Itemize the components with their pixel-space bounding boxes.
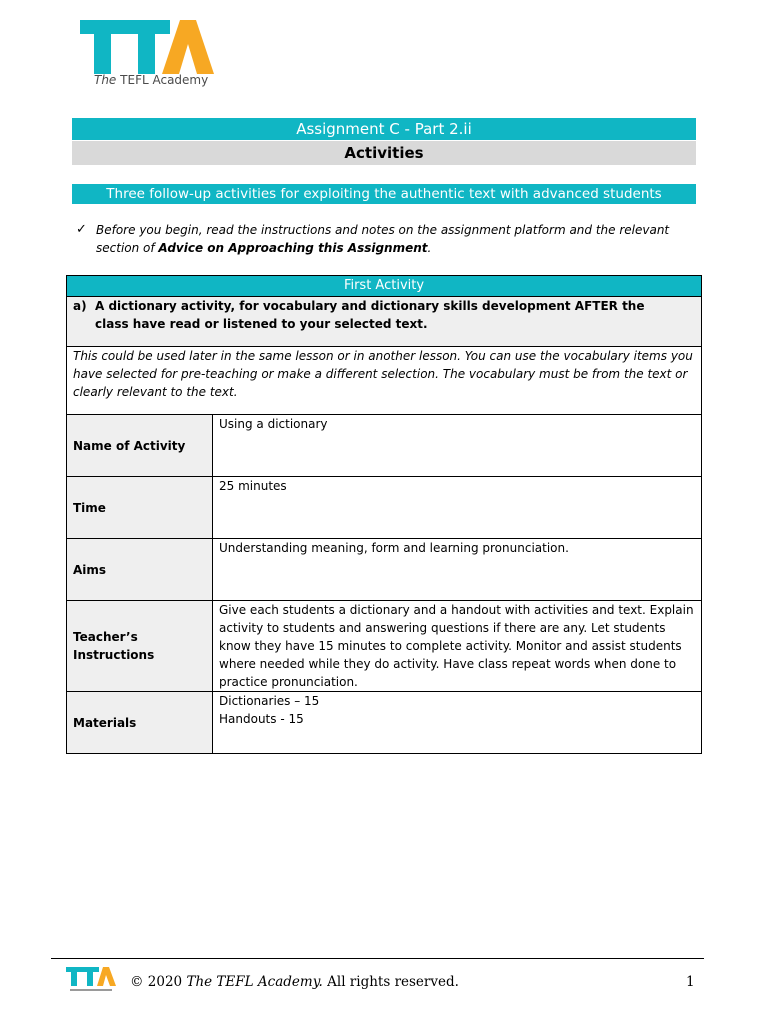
- copyright-name: The TEFL Academy.: [186, 974, 323, 990]
- footer-divider: [51, 958, 704, 959]
- materials-line-2: Handouts - 15: [219, 712, 304, 726]
- row-label-materials: Materials: [67, 692, 213, 754]
- part-row: [67, 297, 702, 347]
- first-activity-table: [66, 275, 702, 754]
- row-label-aims: Aims: [67, 539, 213, 601]
- part-cell: [67, 297, 702, 347]
- copyright-prefix: © 2020: [130, 974, 187, 990]
- table-row: [67, 415, 702, 477]
- table-header-row: [67, 276, 702, 297]
- footer-logo-mark: [66, 967, 118, 995]
- copyright-suffix: All rights reserved.: [322, 974, 459, 990]
- logo-tagline-name: TEFL Academy: [120, 73, 209, 87]
- description-row: [67, 347, 702, 415]
- part-label: a): [73, 299, 87, 313]
- materials-line-1: Dictionaries – 15: [219, 694, 320, 708]
- checkmark-icon: ✓: [76, 222, 87, 237]
- instruction-note-text: [96, 221, 698, 257]
- note-text-bold: Advice on Approaching this Assignment: [158, 241, 428, 255]
- row-value-instructions: Give each students a dictionary and a handout with activities and text. Explain activity to students and answering questions if there are any. Let students know they have 15 minutes to complete activity. Monitor and assist students where needed while they do activity. Have class repeat words when done to practice pronunciation.: [213, 601, 702, 692]
- logo-tagline-the: The: [94, 73, 117, 87]
- footer-logo: [66, 967, 118, 995]
- row-value-aims: Understanding meaning, form and learning pronunciation.: [213, 539, 702, 601]
- table-row: [67, 477, 702, 539]
- part-text: A dictionary activity, for vocabulary and dictionary skills development AFTER the class have read or listened to your selected text.: [95, 299, 645, 331]
- assignment-title: Assignment C - Part 2.ii: [72, 118, 696, 140]
- table-heading: First Activity: [67, 276, 702, 297]
- row-value-time: 25 minutes: [213, 477, 702, 539]
- row-value-name: Using a dictionary: [213, 415, 702, 477]
- description-text: This could be used later in the same lesson or in another lesson. You can use the vocabulary items you have selected for pre-teaching or make a different selection. The vocabulary must be from the text or clearly relevant to the text.: [67, 347, 702, 415]
- row-label-time: Time: [67, 477, 213, 539]
- note-text-after: .: [427, 241, 432, 255]
- note-text-before: Before you begin, read the instructions and notes on the assignment platform and the relevant section of: [96, 223, 670, 255]
- instruction-note: [76, 221, 698, 257]
- row-value-materials: [213, 692, 702, 754]
- page-number: 1: [686, 974, 695, 990]
- subtitle-banner: Three follow-up activities for exploiting the authentic text with advanced students: [72, 184, 696, 204]
- section-title: Activities: [72, 141, 696, 165]
- table-row: [67, 539, 702, 601]
- row-label-name: Name of Activity: [67, 415, 213, 477]
- logo-tagline: [94, 73, 208, 87]
- row-label-instructions: Teacher’s Instructions: [67, 601, 213, 692]
- tta-logo-mark: [80, 20, 214, 76]
- table-row: [67, 601, 702, 692]
- footer-copyright: [130, 974, 459, 990]
- table-row: [67, 692, 702, 754]
